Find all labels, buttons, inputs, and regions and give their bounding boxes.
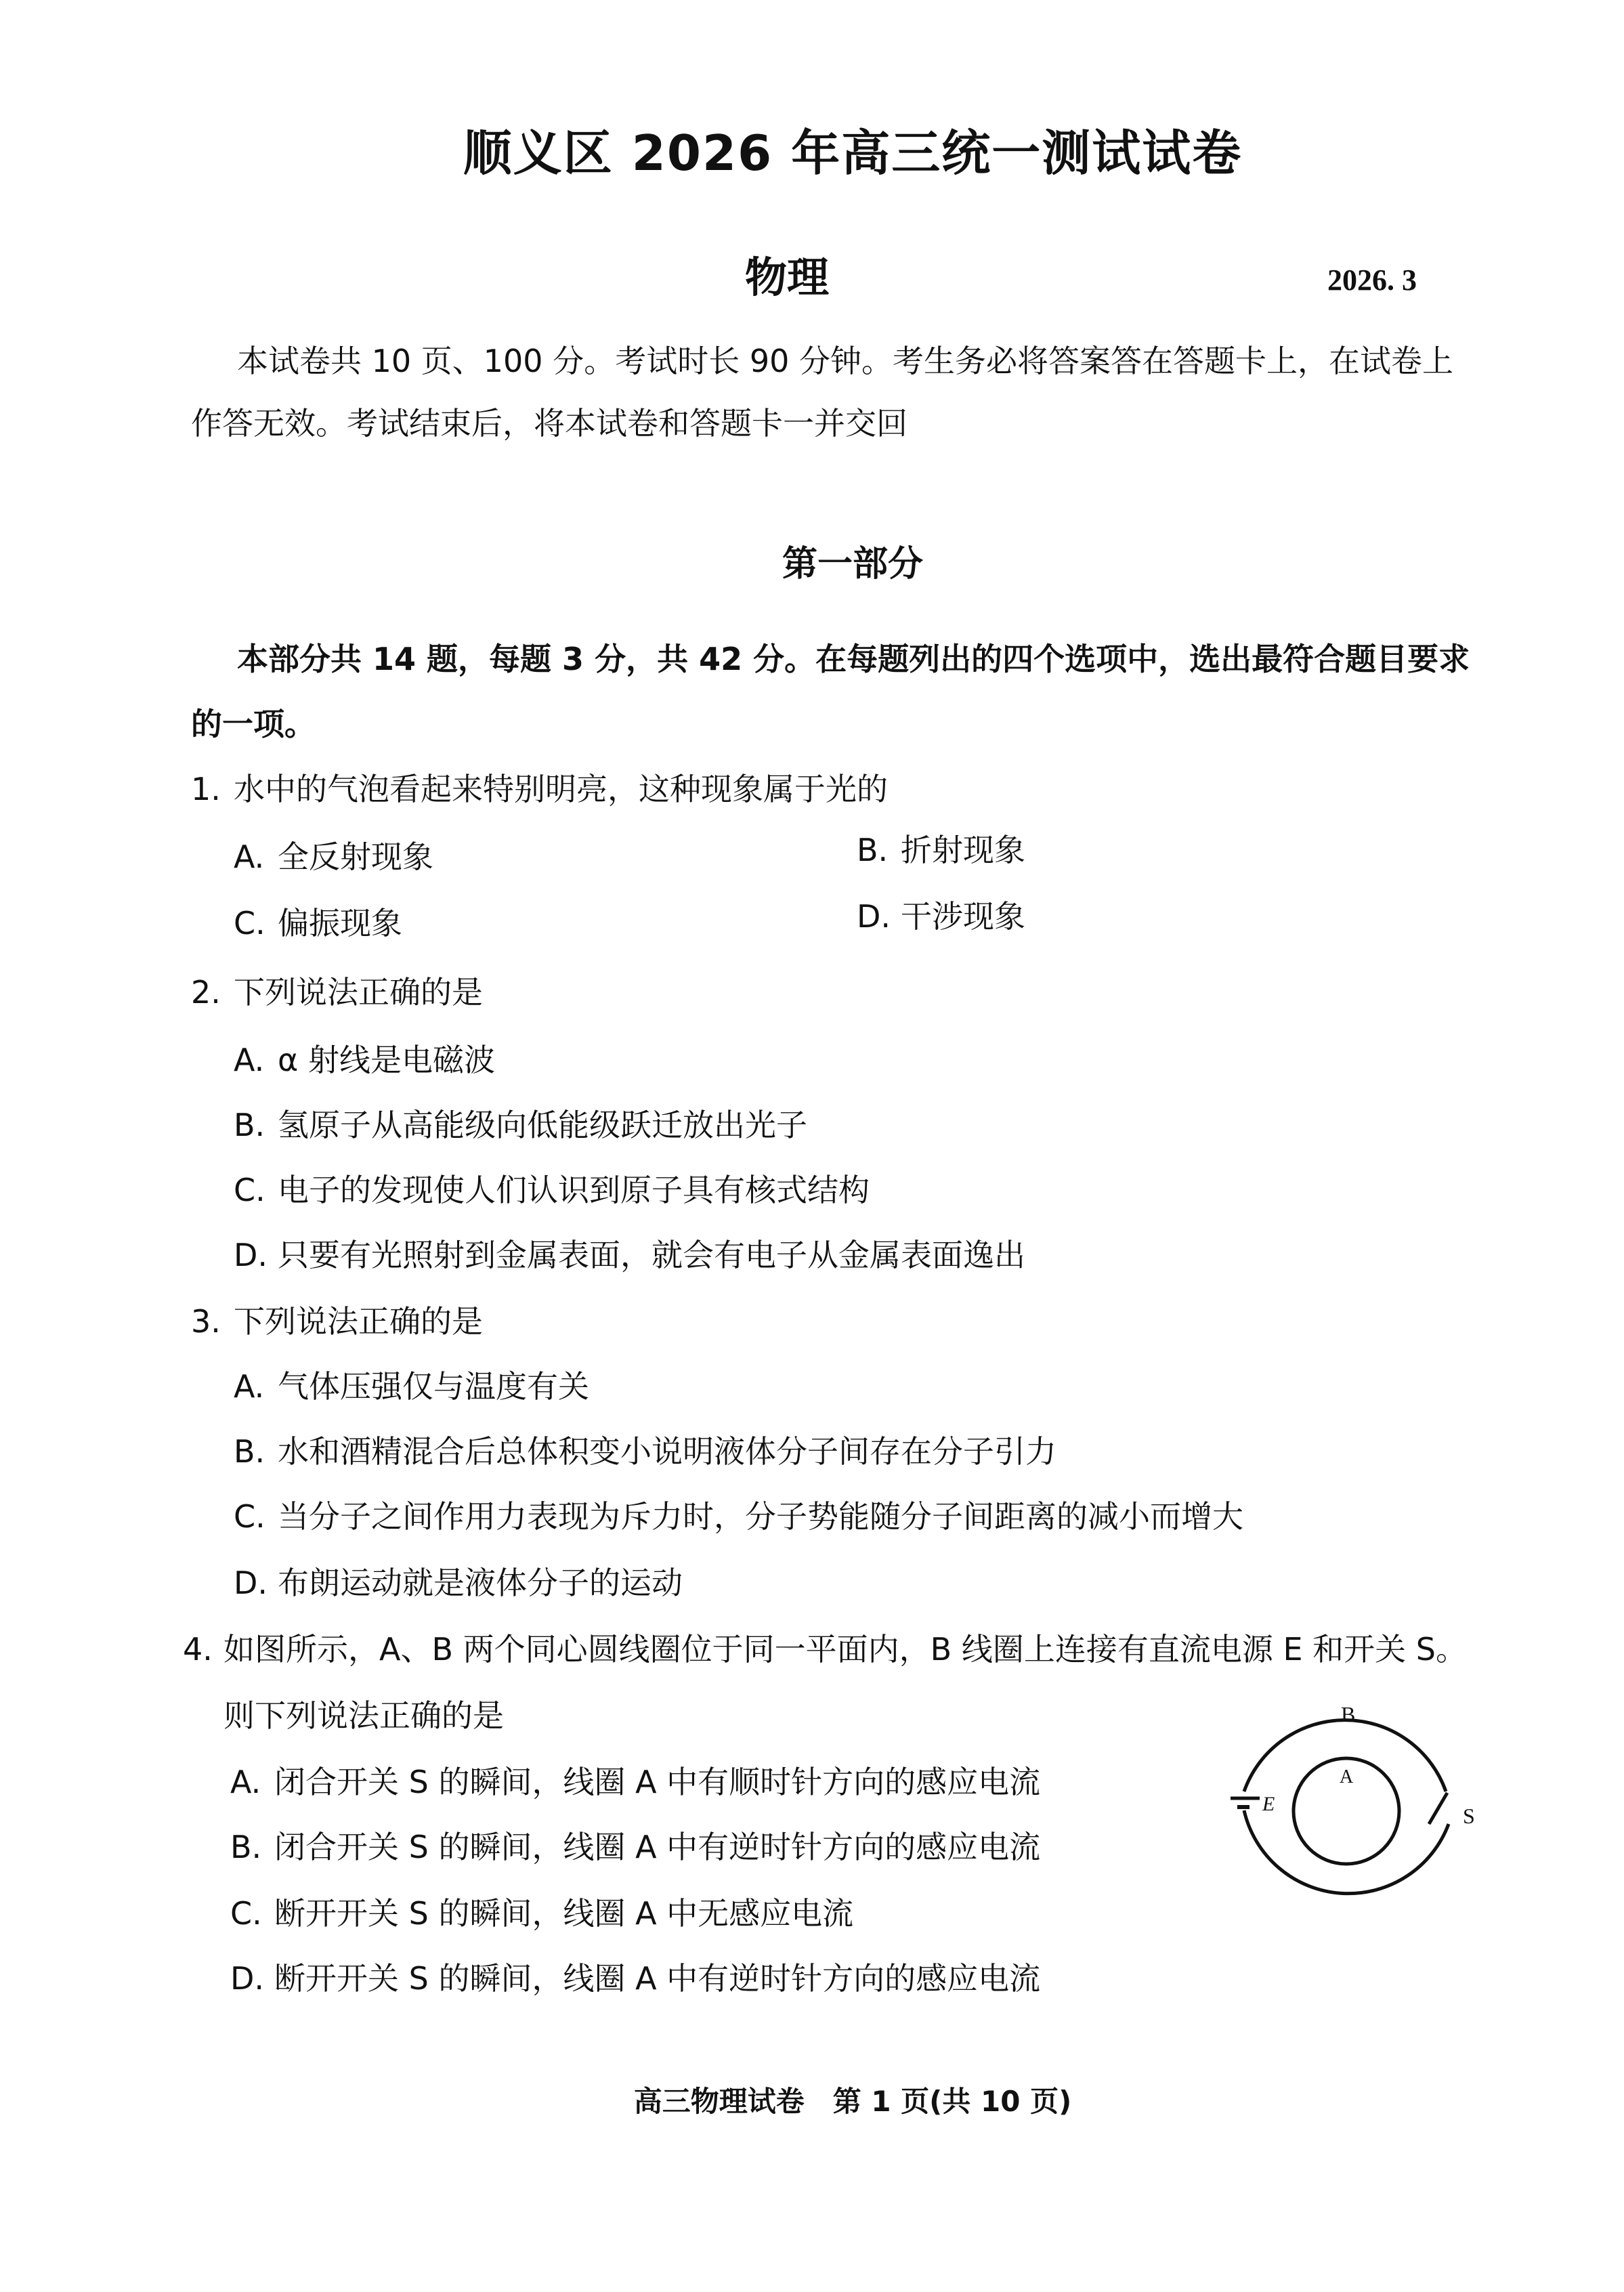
question-stem-line-1: 如图所示，A、B 两个同心圆线圈位于同一平面内，B 线圈上连接有直流电源 E 和开关 S。 (223, 1631, 1467, 1668)
option-text: 断开开关 S 的瞬间，线圈 A 中无感应电流 (274, 1895, 854, 1932)
option-text: 断开开关 S 的瞬间，线圈 A 中有逆时针方向的感应电流 (274, 1960, 1041, 1997)
option-text: 偏振现象 (278, 905, 402, 941)
option-text: 只要有光照射到金属表面，就会有电子从金属表面逸出 (278, 1237, 1025, 1273)
option-text: 布朗运动就是液体分子的运动 (278, 1565, 683, 1601)
option-label: B. (234, 1107, 265, 1143)
option-label: C. (234, 1172, 265, 1208)
option-text: 气体压强仅与温度有关 (278, 1368, 589, 1405)
option-text: 闭合开关 S 的瞬间，线圈 A 中有逆时针方向的感应电流 (274, 1829, 1041, 1865)
option-text: 折射现象 (901, 832, 1025, 868)
question-number: 4. (183, 1631, 213, 1668)
option-text: 闭合开关 S 的瞬间，线圈 A 中有顺时针方向的感应电流 (274, 1764, 1041, 1800)
option-label: C. (230, 1895, 262, 1932)
question-number: 1. (191, 771, 221, 807)
option-label: D. (230, 1960, 265, 1997)
option-label: D. (234, 1237, 268, 1273)
option-text: 全反射现象 (278, 839, 433, 875)
question-stem-line-2: 则下列说法正确的是 (223, 1697, 504, 1734)
page-footer: 高三物理试卷 第 1 页(共 10 页) (633, 2085, 1072, 2118)
option-text: 当分子之间作用力表现为斥力时，分子势能随分子间距离的减小而增大 (278, 1498, 1243, 1535)
option-label: B. (234, 1433, 265, 1470)
section-intro-line-2: 的一项。 (191, 706, 316, 742)
option-label: A. (234, 839, 265, 875)
question-stem: 水中的气泡看起来特别明亮，这种现象属于光的 (234, 771, 888, 807)
circuit-diagram (1212, 1697, 1503, 1947)
option-text: 电子的发现使人们认识到原子具有核式结构 (278, 1172, 870, 1208)
subject-title: 物理 (745, 253, 830, 302)
exam-date: 2026. 3 (1327, 263, 1417, 297)
switch-label: S (1463, 1804, 1475, 1828)
coil-a-label: A (1340, 1766, 1354, 1787)
option-label: B. (857, 832, 889, 868)
question-stem: 下列说法正确的是 (234, 1303, 483, 1340)
exam-title: 顺义区 2026 年高三统一测试试卷 (463, 125, 1243, 182)
option-label: C. (234, 1498, 265, 1535)
section-intro-line-1: 本部分共 14 题，每题 3 分，共 42 分。在每题列出的四个选项中，选出最符合题目要求 (237, 641, 1470, 677)
option-label: A. (234, 1368, 265, 1405)
option-label: B. (230, 1829, 262, 1865)
option-label: A. (230, 1764, 261, 1800)
option-text: α 射线是电磁波 (278, 1042, 495, 1078)
section-title: 第一部分 (782, 544, 923, 585)
option-text: 氢原子从高能级向低能级跃迁放出光子 (278, 1107, 807, 1143)
option-label: C. (234, 905, 265, 941)
option-text: 水和酒精混合后总体积变小说明液体分子间存在分子引力 (278, 1433, 1056, 1470)
option-label: A. (234, 1042, 265, 1078)
option-label: D. (857, 898, 891, 935)
question-stem: 下列说法正确的是 (234, 974, 483, 1011)
instructions-line-2: 作答无效。考试结束后，将本试卷和答题卡一并交回 (191, 405, 907, 442)
option-label: D. (234, 1565, 268, 1601)
question-number: 3. (191, 1303, 221, 1340)
instructions-line-1: 本试卷共 10 页、100 分。考试时长 90 分钟。考生务必将答案答在答题卡上，在试卷上 (237, 343, 1453, 379)
option-text: 干涉现象 (901, 898, 1025, 935)
question-number: 2. (191, 974, 221, 1011)
coil-b-label: B (1341, 1702, 1356, 1726)
battery-label: E (1262, 1793, 1275, 1815)
